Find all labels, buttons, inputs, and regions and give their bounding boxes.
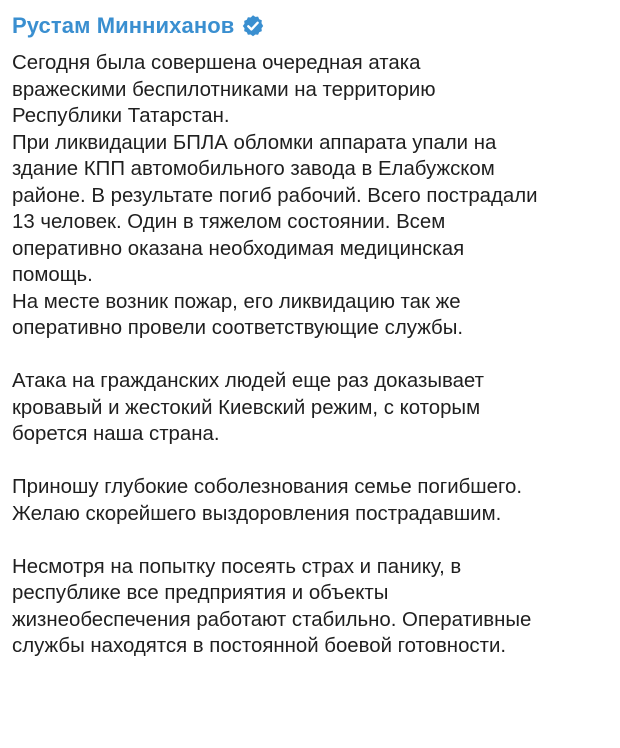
message-line: здание КПП автомобильного завода в Елабужском (12, 158, 495, 180)
message-line: При ликвидации БПЛА обломки аппарата упали на (12, 131, 497, 154)
message-text (12, 50, 608, 660)
message-line: Сегодня была совершена очередная атака (12, 52, 421, 74)
message-paragraph-4 (12, 554, 608, 660)
message-line: республике все предприятия и объекты (12, 582, 389, 604)
message-line: вражескими беспилотниками на территорию (12, 78, 436, 101)
message-line: Атака на гражданских людей еще раз доказывает (12, 370, 484, 392)
message-line: 13 человек. Один в тяжелом состоянии. Всем (12, 211, 446, 233)
message-line: борется наша страна. (12, 423, 220, 445)
message-paragraph-3 (12, 474, 608, 527)
message-line: Желаю скорейшего выздоровления пострадавшим. (12, 502, 502, 525)
message-line: службы находятся в постоянной боевой готовности. (12, 635, 506, 657)
message-line: На месте возник пожар, его ликвидацию так же (12, 290, 461, 313)
post-header (12, 10, 608, 42)
author-name[interactable]: Рустам Минниханов (12, 13, 235, 38)
message-paragraph-1 (12, 50, 608, 342)
message-line: Несмотря на попытку посеять страх и панику, в (12, 555, 462, 578)
message-line: кровавый и жестокий Киевский режим, с которым (12, 396, 481, 419)
message-line: оперативно провели соответствующие службы. (12, 317, 464, 339)
message-paragraph-2 (12, 368, 608, 448)
message-line: оперативно оказана необходимая медицинская (12, 237, 465, 260)
message-line: помощь. (12, 264, 93, 286)
message-line: районе. В результате погиб рабочий. Всего пострадали (12, 184, 538, 207)
message-line: жизнеобеспечения работают стабильно. Оперативные (12, 608, 532, 631)
message-line: Республики Татарстан. (12, 105, 230, 127)
message-line: Приношу глубокие соболезнования семье погибшего. (12, 476, 522, 498)
verified-check-icon (241, 14, 265, 38)
